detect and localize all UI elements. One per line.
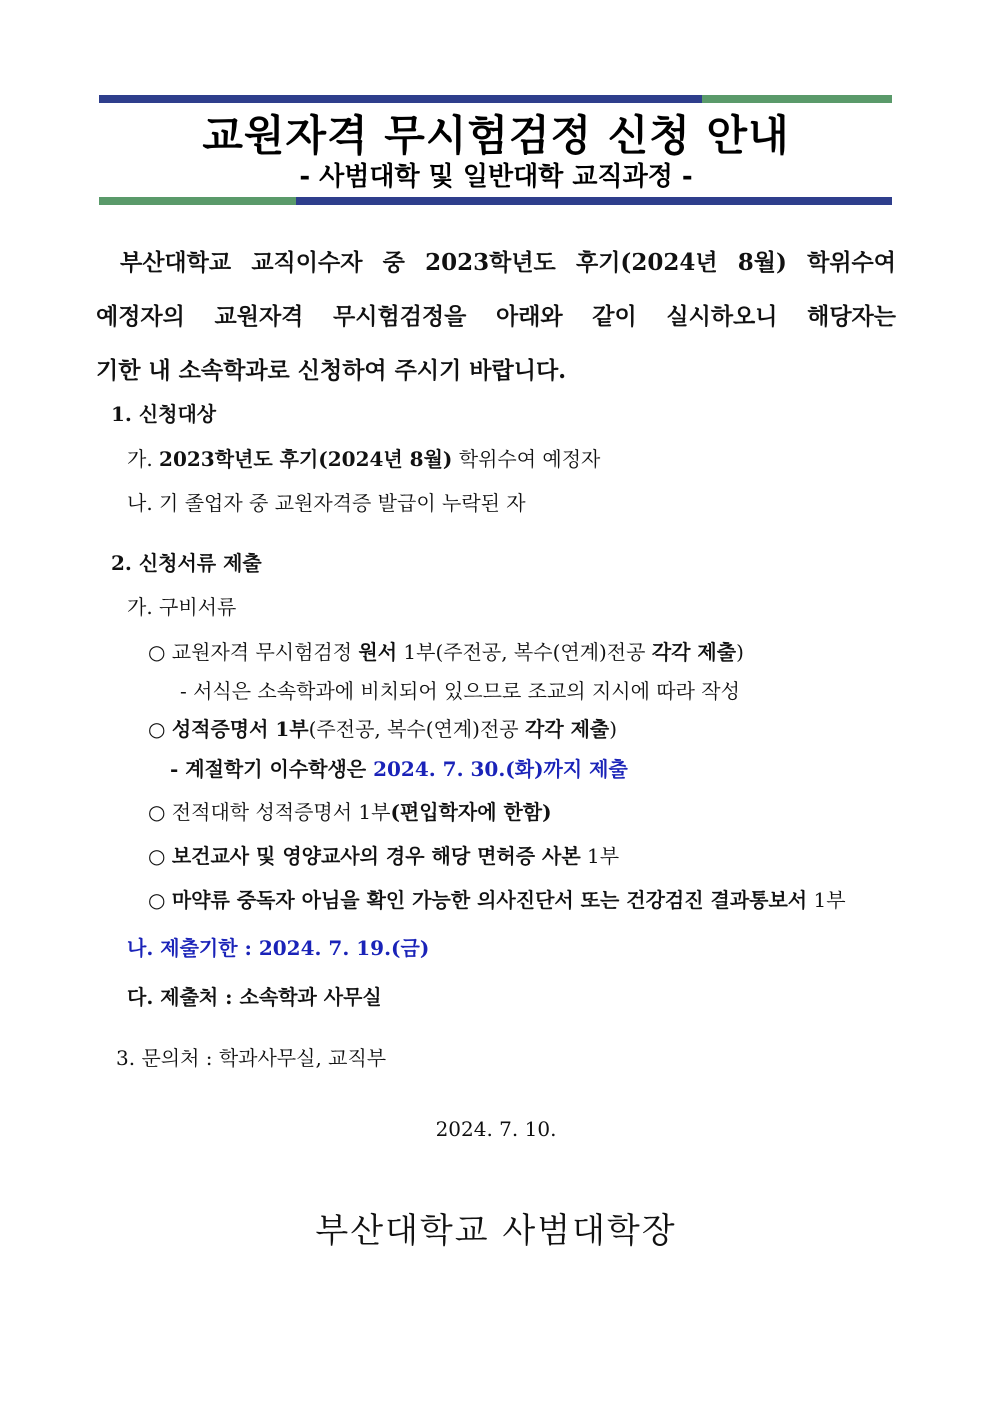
- header-top-rule: [99, 95, 892, 103]
- section-1-item-a: [127, 444, 600, 474]
- doc-application-note: - 서식은 소속학과에 비치되어 있으므로 조교의 지시에 따라 작성: [180, 679, 740, 703]
- intro-line-1: 부산대학교 교직이수자 중 2023학년도 후기(2024년 8월) 학위수여: [120, 249, 896, 276]
- page-subtitle: - 사범대학 및 일반대학 교직과정 -: [299, 162, 693, 192]
- doc-transcript-note: - 계절학기 이수학생은 2024. 7. 30.(화)까지 제출: [170, 757, 628, 781]
- submission-deadline: 나. 제출기한 : 2024. 7. 19.(금): [127, 936, 430, 960]
- document-date: 2024. 7. 10.: [435, 1117, 557, 1141]
- item-b-text: 기 졸업자 중 교원자격증 발급이 누락된 자: [159, 491, 526, 515]
- page-title: 교원자격 무시험검정 신청 안내: [202, 111, 790, 160]
- section-2-item-a: 가. 구비서류: [127, 595, 237, 619]
- intro-line-3: 기한 내 소속학과로 신청하여 주시기 바랍니다.: [96, 357, 567, 384]
- section-1-heading: 1. 신청대상: [111, 402, 217, 426]
- doc-previous-school-transcript: ○ 전적대학 성적증명서 1부(편입학자에 한함): [148, 800, 552, 824]
- doc-transcript: ○ 성적증명서 1부(주전공, 복수(연계)전공 각각 제출): [148, 717, 618, 741]
- intro-paragraph: [96, 236, 896, 398]
- section-3-contact: 3. 문의처 : 학과사무실, 교직부: [116, 1046, 387, 1070]
- seasonal-deadline: 2024. 7. 30.(화)까지 제출: [373, 757, 628, 781]
- item-marker: 나.: [127, 491, 153, 515]
- doc-application-form: ○ 교원자격 무시험검정 원서 1부(주전공, 복수(연계)전공 각각 제출): [148, 640, 744, 664]
- doc-medical-certificate: ○ 마약류 중독자 아님을 확인 가능한 의사진단서 또는 건강검진 결과통보서 1부: [148, 888, 846, 912]
- doc-license-copy: ○ 보건교사 및 영양교사의 경우 해당 면허증 사본 1부: [148, 844, 620, 868]
- section-2-heading: 2. 신청서류 제출: [111, 551, 262, 575]
- item-a-rest: 학위수여 예정자: [452, 447, 601, 471]
- item-marker: 가.: [127, 447, 153, 471]
- item-a-bold: 2023학년도 후기(2024년 8월): [159, 447, 453, 471]
- section-1-item-b: [127, 488, 526, 518]
- intro-line-2: 예정자의 교원자격 무시험검정을 아래와 같이 실시하오니 해당자는: [96, 303, 896, 330]
- issuer-signature: 부산대학교 사범대학장: [315, 1211, 677, 1251]
- submission-place: 다. 제출처 : 소속학과 사무실: [127, 985, 382, 1009]
- header-bottom-rule: [99, 197, 892, 205]
